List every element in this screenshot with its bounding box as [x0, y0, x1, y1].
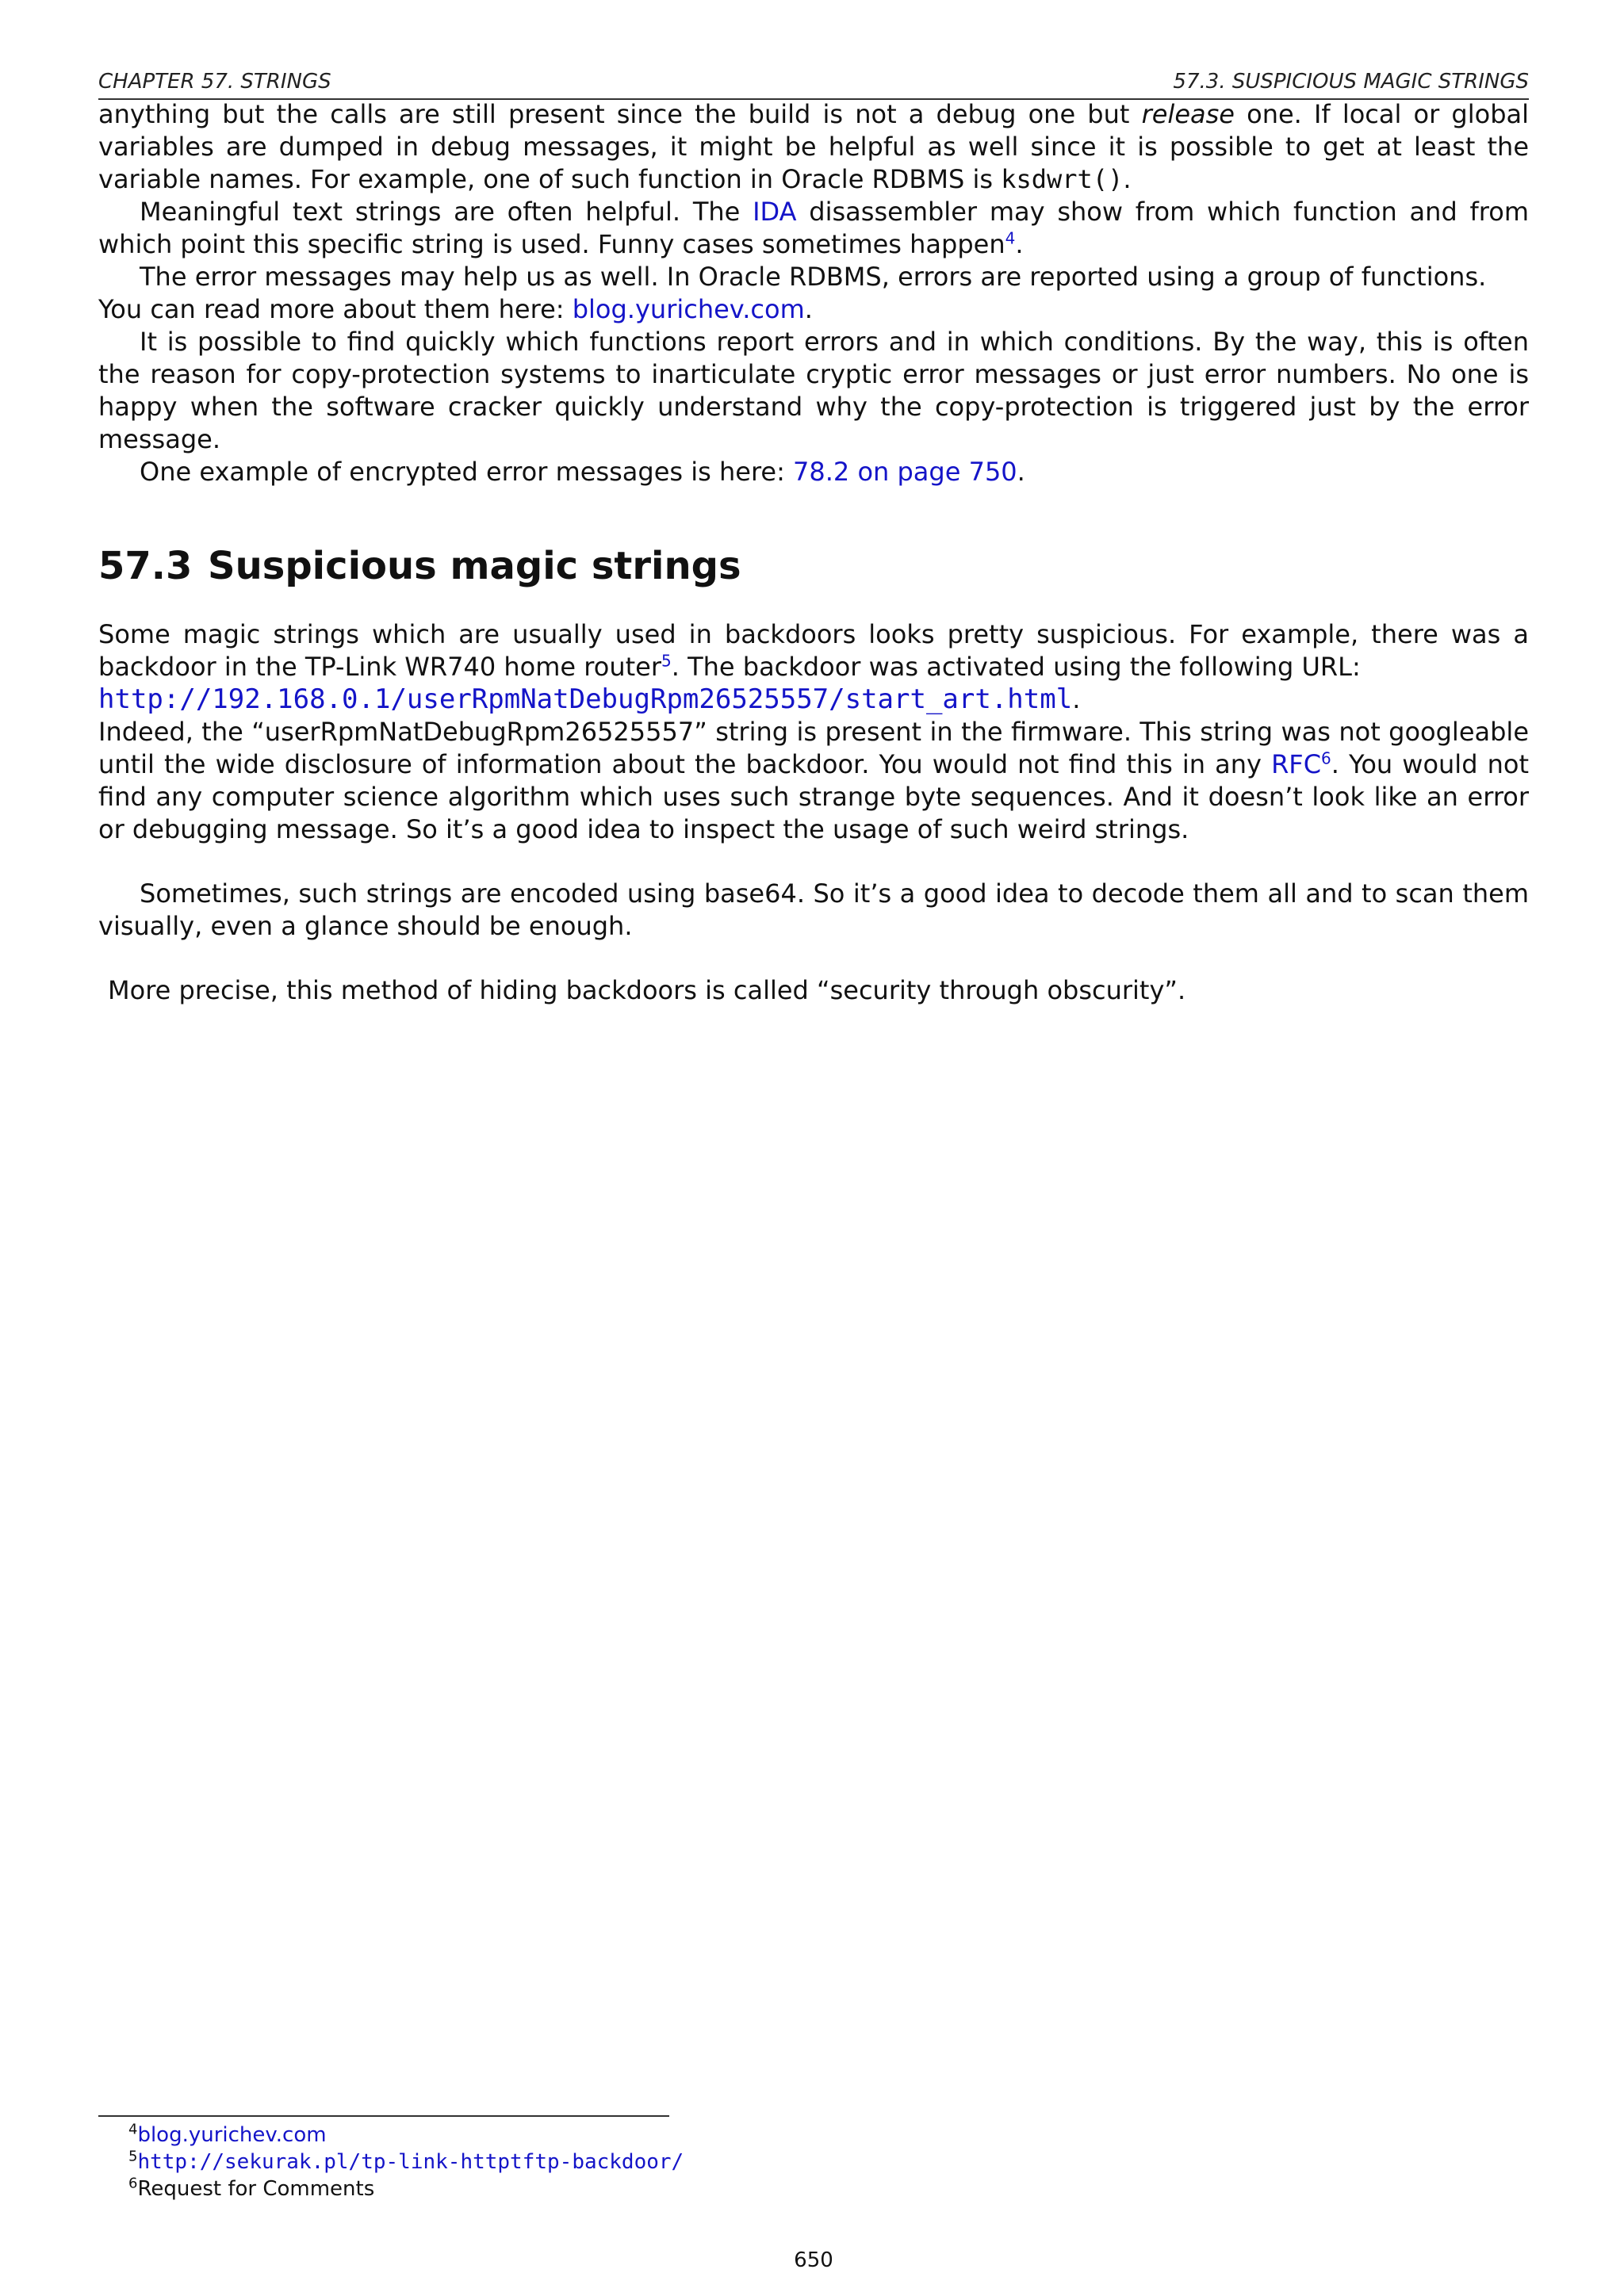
rfc-link[interactable]: RFC — [1271, 749, 1322, 779]
paragraph-gap — [98, 943, 1529, 974]
footnote-6: $^6$Request for Comments — [128, 2175, 375, 2201]
header-chapter: CHAPTER 57. STRINGS — [98, 70, 331, 94]
footnote-rule — [98, 2115, 669, 2117]
section-title: Suspicious magic strings — [208, 544, 741, 588]
paragraph-magic-strings: Some magic strings which are usually used in backdoors looks pretty suspicious. For example, there was a backdoor in the TP-Link WR740 home router$^5$. The backdoor was activated using the following URL: — [98, 619, 1529, 682]
paragraph-debug-calls: anything but the calls are still present since the build is not a debug one but release one. If local or global variables are dumped in debug messages, it might be helpful as well since it is possible to get at least the variable names. For example, one of such function in Oracle RDBMS is ksdwrt(). — [98, 99, 1530, 194]
paragraph-read-more: You can read more about them here: blog.yurichev.com. — [98, 294, 813, 324]
header-section: 57.3. SUSPICIOUS MAGIC STRINGS — [1173, 70, 1529, 94]
footnote-sekurak-link[interactable]: http://sekurak.pl/tp-link-httptftp-backdoor/ — [137, 2150, 684, 2174]
footnotes — [128, 2122, 684, 2202]
section-number: 57.3 — [98, 544, 193, 588]
footnote-ref-5[interactable]: 5 — [661, 651, 672, 671]
page-number: 650 — [794, 2248, 833, 2272]
paragraph-error-messages: The error messages may help us as well. In Oracle RDBMS, errors are reported using a group of functions. — [140, 262, 1487, 292]
document-page — [98, 0, 1529, 2296]
footnote-4: $^4$blog.yurichev.com — [128, 2121, 327, 2147]
blog-link[interactable]: blog.yurichev.com — [572, 294, 805, 324]
section-heading — [98, 544, 1529, 588]
paragraph-copy-protection: It is possible to find quickly which functions report errors and in which conditions. By the way, this is often the reason for copy-protection systems to inarticulate cryptic error messages or just error numbers. No one is happy when the software cracker quickly understand why the copy-protection is triggered just by the error message. — [98, 327, 1529, 454]
paragraph-firmware-string: Indeed, the “userRpmNatDebugRpm26525557” string is present in the firmware. This string was not googleable until the wide disclosure of information about the backdoor. You would not find this in any RFC$^6$. You would not find any computer science algorithm which uses such strange byte sequences. And it doesn’t look like an error or debugging message. So it’s a good idea to inspect the usage of such weird strings. — [98, 717, 1530, 844]
paragraph-encrypted-example: One example of encrypted error messages is here: 78.2 on page 750. — [140, 457, 1025, 487]
footnote-ref-6[interactable]: 6 — [1321, 748, 1331, 768]
paragraph-text-strings: Meaningful text strings are often helpful. The IDA disassembler may show from which function and from which point this specific string is used. Funny cases sometimes happen$^4$. — [98, 197, 1529, 259]
paragraph-base64: Sometimes, such strings are encoded using base64. So it’s a good idea to decode them all and to scan them visually, even a glance should be enough. — [98, 878, 1529, 941]
paragraph-gap — [98, 846, 1529, 878]
ida-link[interactable]: IDA — [753, 197, 797, 227]
footnote-ref-4[interactable]: 4 — [1005, 228, 1016, 248]
body-text — [98, 98, 1529, 1007]
cross-reference-link[interactable]: 78.2 on page 750 — [793, 457, 1017, 487]
running-header — [98, 70, 1529, 100]
emphasis-release: release — [1141, 99, 1235, 129]
footnote-blog-link[interactable]: blog.yurichev.com — [137, 2123, 327, 2147]
code-ksdwrt: ksdwrt() — [1001, 164, 1124, 194]
footnote-5: $^5$http://sekurak.pl/tp-link-httptftp-backdoor/ — [128, 2148, 684, 2174]
paragraph-obscurity: More precise, this method of hiding backdoors is called “security through obscurity”. — [108, 975, 1186, 1005]
backdoor-url-link[interactable]: http://192.168.0.1/userRpmNatDebugRpm26525557/start_art.html — [98, 683, 1073, 715]
paragraph-backdoor-url: http://192.168.0.1/userRpmNatDebugRpm26525557/start_art.html. — [98, 683, 1081, 715]
